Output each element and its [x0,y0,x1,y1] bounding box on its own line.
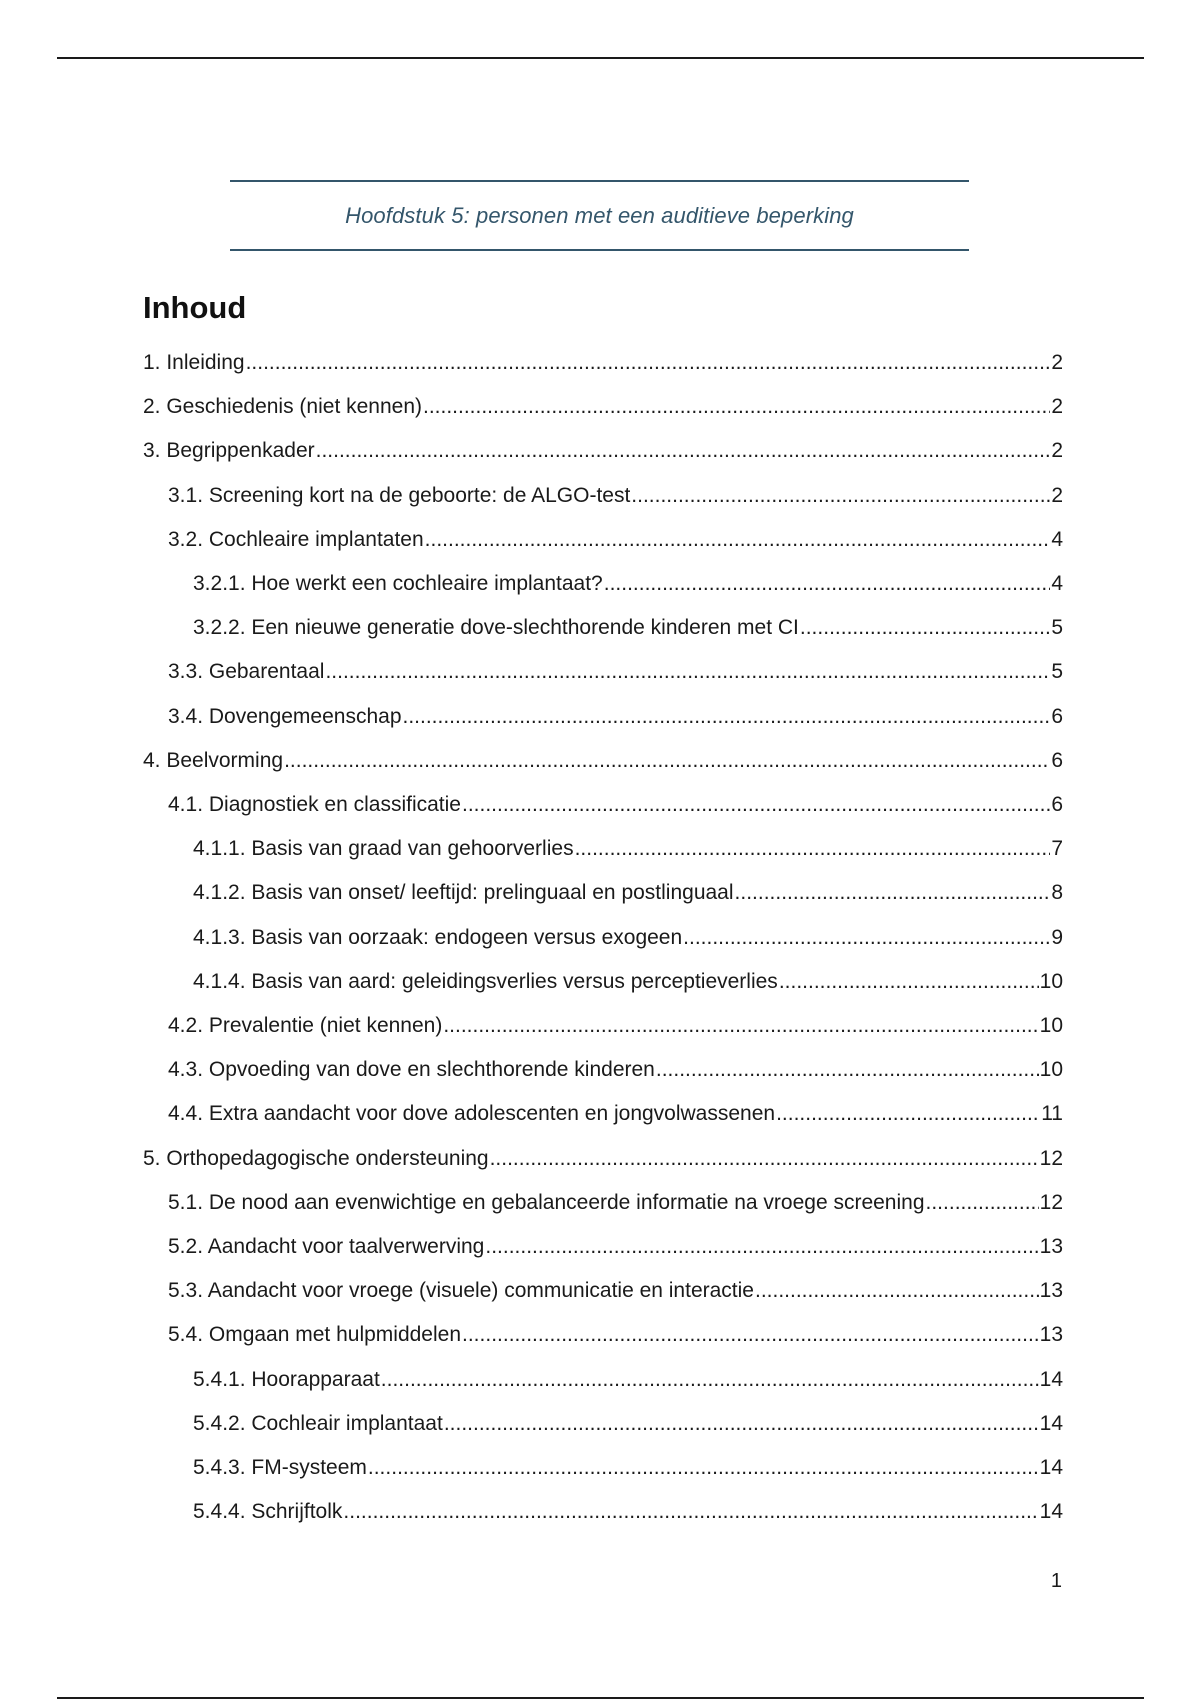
toc-dot-leader [325,659,1050,685]
toc-entry-label: 3.1. Screening kort na de geboorte: de ALGO-test [168,484,631,507]
page-number: 1 [1050,1570,1062,1592]
toc-entry[interactable] [168,527,1063,553]
toc-entry[interactable] [193,969,1063,995]
toc-entry-label: 5.4.1. Hoorapparaat [193,1368,380,1391]
toc-entry[interactable] [193,1499,1063,1525]
toc-entry[interactable] [193,880,1063,906]
toc-entry[interactable] [168,1013,1063,1039]
toc-entry-page: 2 [1051,439,1063,462]
toc-dot-leader [485,1234,1038,1260]
toc-entry-label: 1. Inleiding [143,351,245,374]
toc-entry-page: 12 [1039,1147,1063,1170]
toc-entry-label: 3.2. Cochleaire implantaten [168,528,424,551]
toc-entry-page: 13 [1039,1323,1063,1346]
toc-entry-page: 6 [1051,793,1063,816]
toc-entry[interactable] [193,1367,1063,1393]
toc-dot-leader [443,1013,1038,1039]
toc-dot-leader [246,350,1051,376]
toc-entry-label: 3. Begrippenkader [143,439,315,462]
toc-dot-leader [656,1057,1039,1083]
toc-dot-leader [604,571,1051,597]
toc-entry-label: 5.4. Omgaan met hulpmiddelen [168,1323,462,1346]
toc-dot-leader [926,1190,1039,1216]
toc-entry-label: 4.1.1. Basis van graad van gehoorverlies [193,837,574,860]
toc-entry-page: 11 [1041,1102,1063,1125]
toc-entry-label: 4. Beelvorming [143,749,284,772]
toc-entry-label: 5.2. Aandacht voor taalverwerving [168,1235,485,1258]
toc-entry[interactable] [193,925,1063,951]
toc-entry-label: 4.1.4. Basis van aard: geleidingsverlies versus perceptieverlies [193,970,778,993]
toc-entry-page: 5 [1051,616,1063,639]
toc-entry[interactable] [168,659,1063,685]
toc-entry-page: 12 [1039,1191,1063,1214]
toc-entry-page: 7 [1051,837,1063,860]
toc-entry-page: 10 [1039,1014,1063,1037]
toc-dot-leader [631,483,1050,509]
toc-entry[interactable] [193,1411,1063,1437]
toc-dot-leader [755,1278,1039,1304]
toc-entry-page: 14 [1039,1368,1063,1391]
toc-dot-leader [403,704,1051,730]
toc-entry-label: 5.4.3. FM-systeem [193,1456,367,1479]
toc-dot-leader [800,615,1050,641]
toc-entry-page: 4 [1051,572,1063,595]
toc-dot-leader [343,1499,1038,1525]
toc-entry-page: 2 [1051,484,1063,507]
toc-entry-page: 4 [1051,528,1063,551]
toc-entry-label: 4.2. Prevalentie (niet kennen) [168,1014,443,1037]
toc-entry-label: 2. Geschiedenis (niet kennen) [143,395,422,418]
toc-entry-label: 3.3. Gebarentaal [168,660,325,683]
toc-entry-label: 5.4.2. Cochleair implantaat [193,1412,443,1435]
footer-rule [57,1697,1144,1699]
toc-heading: Inhoud [143,290,247,325]
toc-entry-page: 6 [1051,705,1063,728]
toc-dot-leader [779,969,1039,995]
toc-entry[interactable] [193,571,1063,597]
toc-dot-leader [444,1411,1039,1437]
toc-dot-leader [368,1455,1039,1481]
toc-entry-page: 14 [1039,1412,1063,1435]
toc-entry[interactable] [168,1101,1063,1127]
toc-dot-leader [490,1146,1039,1172]
toc-entry[interactable] [168,1234,1063,1260]
toc-entry[interactable] [168,1057,1063,1083]
toc-entry-label: 4.3. Opvoeding van dove en slechthorende kinderen [168,1058,655,1081]
toc-entry-page: 9 [1051,926,1063,949]
toc-entry-label: 5. Orthopedagogische ondersteuning [143,1147,489,1170]
toc-dot-leader [735,880,1051,906]
toc-entry-page: 5 [1051,660,1063,683]
toc-entry-page: 10 [1039,970,1063,993]
toc-entry[interactable] [193,1455,1063,1481]
toc-entry-label: 5.4.4. Schrijftolk [193,1500,343,1523]
toc-dot-leader [284,748,1050,774]
toc-dot-leader [462,792,1050,818]
toc-entry[interactable] [168,1278,1063,1304]
chapter-title: Hoofdstuk 5: personen met een auditieve beperking [345,202,854,228]
toc-entry[interactable] [143,350,1063,376]
toc-entry-label: 3.2.1. Hoe werkt een cochleaire implantaat? [193,572,603,595]
toc-dot-leader [381,1367,1039,1393]
toc-entry[interactable] [168,483,1063,509]
toc-entry[interactable] [168,1190,1063,1216]
toc-dot-leader [462,1322,1039,1348]
toc-entry[interactable] [143,394,1063,420]
toc-entry-label: 3.4. Dovengemeenschap [168,705,402,728]
toc-entry-page: 13 [1039,1235,1063,1258]
toc-entry-label: 4.4. Extra aandacht voor dove adolescenten en jongvolwassenen [168,1102,776,1125]
toc-entry-label: 5.1. De nood aan evenwichtige en gebalanceerde informatie na vroege screening [168,1191,925,1214]
toc-entry[interactable] [193,615,1063,641]
toc-dot-leader [425,527,1051,553]
toc-entry-label: 4.1.2. Basis van onset/ leeftijd: prelinguaal en postlinguaal [193,881,734,904]
toc-entry[interactable] [193,836,1063,862]
toc-dot-leader [575,836,1051,862]
toc-entry[interactable] [168,792,1063,818]
toc-entry[interactable] [143,1146,1063,1172]
toc-entry-page: 2 [1051,351,1063,374]
toc-dot-leader [776,1101,1040,1127]
toc-dot-leader [316,438,1051,464]
toc-entry-page: 14 [1039,1500,1063,1523]
toc-dot-leader [683,925,1050,951]
toc-entry-label: 5.3. Aandacht voor vroege (visuele) communicatie en interactie [168,1279,754,1302]
toc-entry[interactable] [143,748,1063,774]
toc-entry[interactable] [168,1322,1063,1348]
toc-entry[interactable] [168,704,1063,730]
toc-entry-page: 6 [1051,749,1063,772]
toc-entry-page: 2 [1051,395,1063,418]
toc-entry-page: 8 [1051,881,1063,904]
toc-entry-page: 13 [1039,1279,1063,1302]
toc-entry-label: 4.1.3. Basis van oorzaak: endogeen versus exogeen [193,926,683,949]
toc-dot-leader [423,394,1050,420]
toc-entry[interactable] [143,438,1063,464]
toc-entry-page: 14 [1039,1456,1063,1479]
toc-entry-page: 10 [1039,1058,1063,1081]
toc-entry-label: 4.1. Diagnostiek en classificatie [168,793,461,816]
toc-entry-label: 3.2.2. Een nieuwe generatie dove-slechthorende kinderen met CI [193,616,799,639]
